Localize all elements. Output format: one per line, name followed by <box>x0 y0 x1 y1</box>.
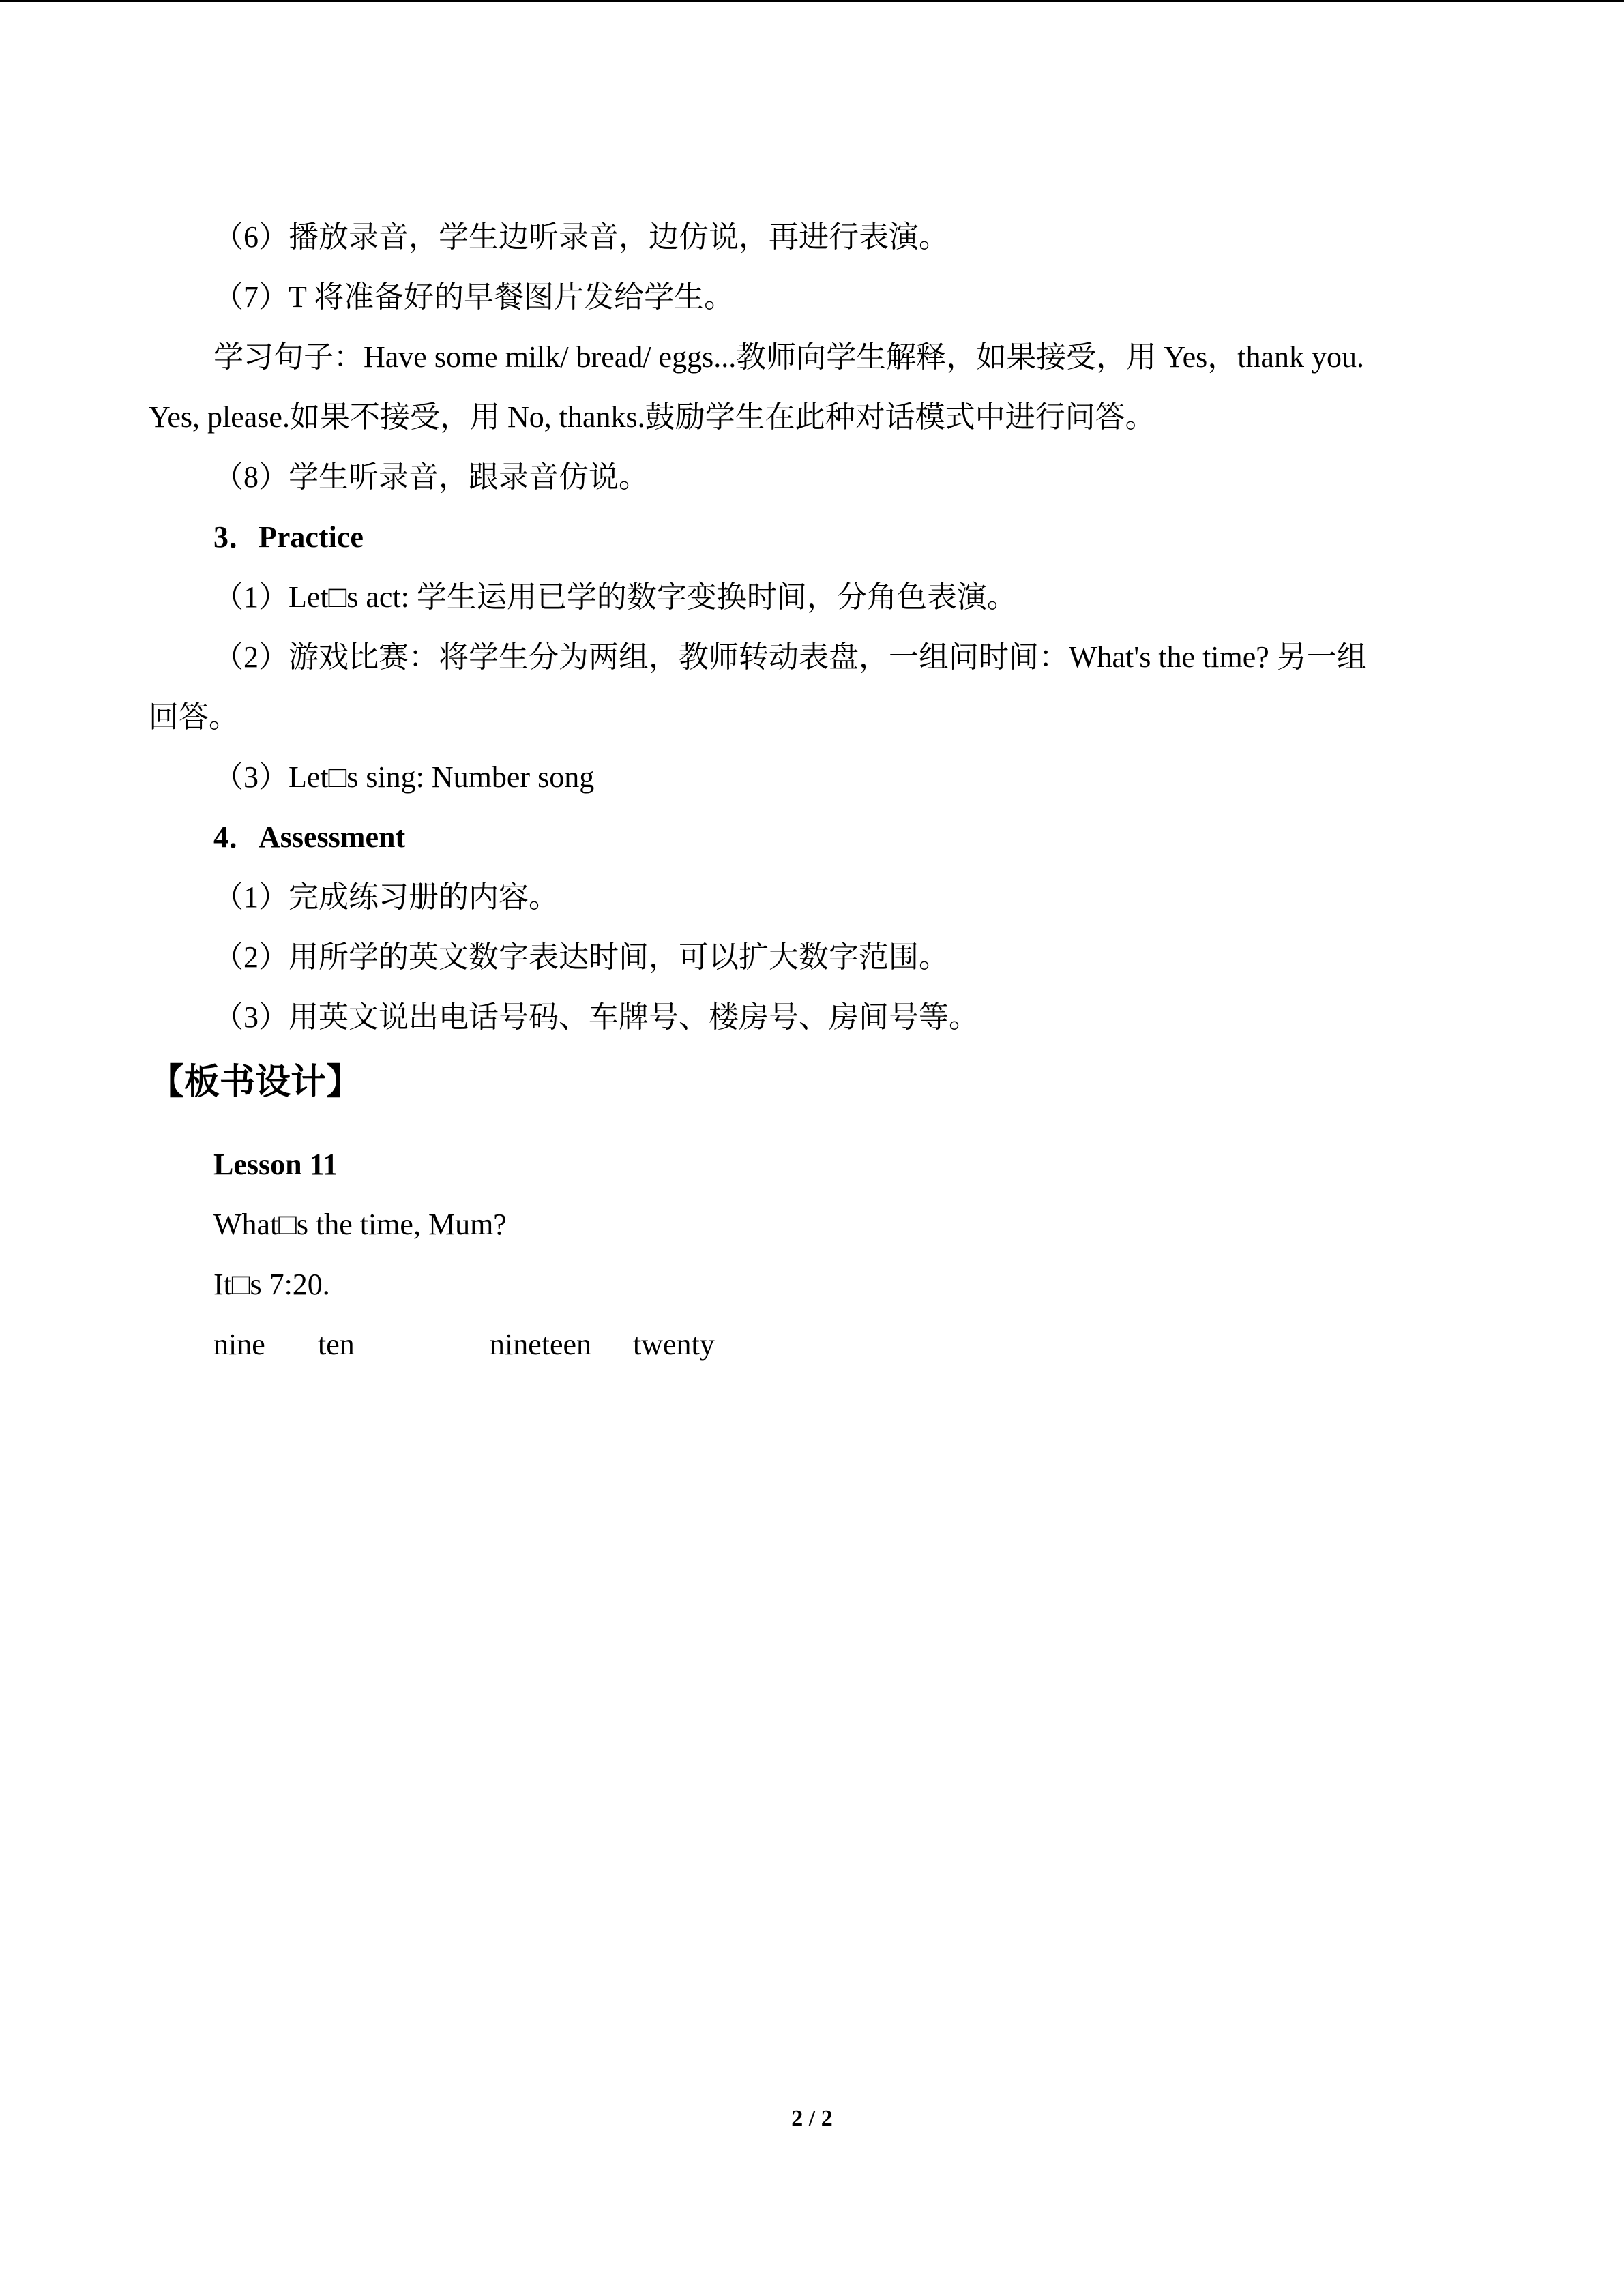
assessment-item-3: （3）用英文说出电话号码、车牌号、楼房号、房间号等。 <box>213 1000 979 1034</box>
board-lesson-title: Lesson 11 <box>213 1148 338 1181</box>
board-question: What□s the time, Mum? <box>213 1208 507 1241</box>
practice-item-1: （1）Let□s act: 学生运用已学的数字变换时间，分角色表演。 <box>213 580 1017 614</box>
practice-item-2-line-1: （2）游戏比赛：将学生分为两组，教师转动表盘，一组问时间：What's the time? 另一组 <box>213 640 1367 674</box>
assessment-heading: 4．Assessment <box>213 820 406 854</box>
board-word-twenty: twenty <box>633 1328 715 1361</box>
step-7-text: （7）T 将准备好的早餐图片发给学生。 <box>213 280 735 314</box>
board-design-heading: 【板书设计】 <box>149 1063 362 1102</box>
assessment-item-2: （2）用所学的英文数字表达时间，可以扩大数字范围。 <box>213 940 949 974</box>
board-answer: It□s 7:20. <box>213 1268 330 1301</box>
board-word-ten: ten <box>318 1328 355 1361</box>
sentence-explanation-line-2: Yes, please.如果不接受，用 No, thanks.鼓励学生在此种对话模式中进行问答。 <box>149 400 1155 434</box>
step-8-text: （8）学生听录音，跟录音仿说。 <box>213 460 649 494</box>
practice-item-2-line-2: 回答。 <box>149 700 239 734</box>
board-word-nineteen: nineteen <box>490 1328 592 1361</box>
board-word-nine: nine <box>213 1328 265 1361</box>
practice-item-3: （3）Let□s sing: Number song <box>213 760 595 794</box>
step-6-text: （6）播放录音，学生边听录音，边仿说，再进行表演。 <box>213 220 949 254</box>
sentence-explanation-line-1: 学习句子：Have some milk/ bread/ eggs...教师向学生解释，如果接受，用 Yes，thank you. <box>213 340 1364 374</box>
practice-heading: 3．Practice <box>213 520 364 554</box>
assessment-item-1: （1）完成练习册的内容。 <box>213 880 559 914</box>
page-number: 2 / 2 <box>791 2106 833 2131</box>
